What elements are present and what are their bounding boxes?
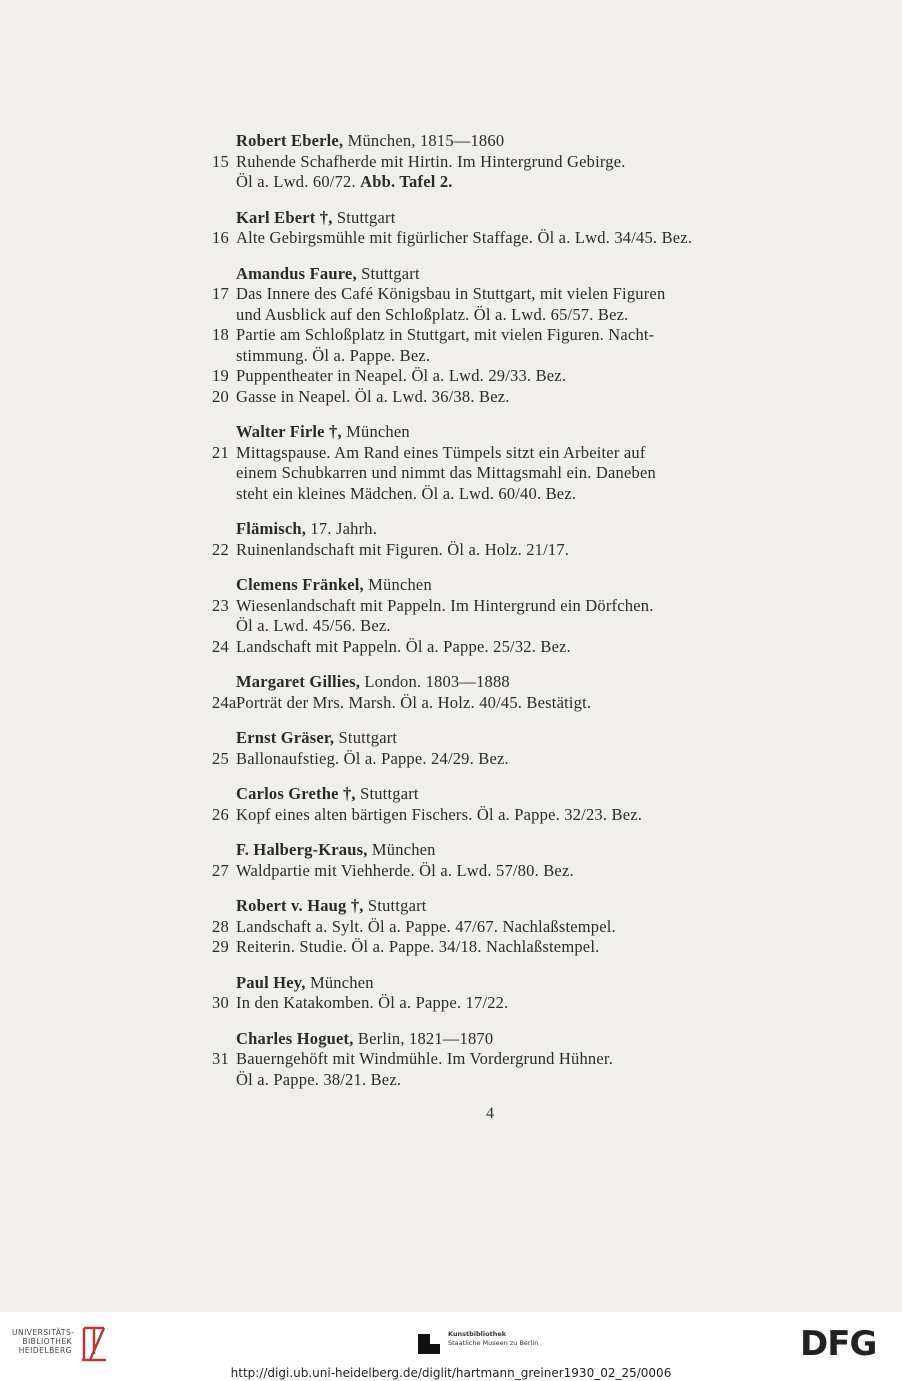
page-number: 4 <box>486 1105 494 1122</box>
catalog-entry-line <box>212 749 782 770</box>
artist-block <box>212 896 782 958</box>
artist-heading <box>212 840 782 861</box>
entry-text: Ballonaufstieg. Öl a. Pappe. 24/29. Bez. <box>236 748 509 768</box>
entry-text: stimmung. Öl a. Pappe. Bez. <box>236 345 431 365</box>
catalog-entry-line <box>212 805 782 826</box>
catalog-entry-line <box>212 387 782 408</box>
entry-number: 16 <box>212 228 229 247</box>
artist-block <box>212 264 782 408</box>
digitization-footer <box>0 1312 902 1381</box>
entry-text: steht ein kleines Mädchen. Öl a. Lwd. 60/40. Bez. <box>236 483 577 503</box>
entry-text: Mittagspause. Am Rand eines Tümpels sitzt ein Arbeiter auf <box>236 442 646 462</box>
entry-number: 26 <box>212 804 229 824</box>
artist-detail: 17. Jahrh. <box>306 519 378 538</box>
entry-number: 18 <box>212 325 229 344</box>
entry-text: Öl a. Pappe. 38/21. Bez. <box>236 1069 402 1089</box>
entry-text: Partie am Schloßplatz in Stuttgart, mit vielen Figuren. Nacht- <box>236 325 655 344</box>
artist-detail: München <box>341 422 410 441</box>
artist-name: Walter Firle †, <box>236 422 342 441</box>
entry-number: 24 <box>212 636 229 656</box>
entry-text: Wiesenlandschaft mit Pappeln. Im Hintergrund ein Dörfchen. <box>236 595 654 615</box>
artist-name: Flämisch, <box>236 519 307 538</box>
entry-text: Das Innere des Café Königsbau in Stuttgart, mit vielen Figuren <box>236 284 666 303</box>
artist-name: Carlos Grethe †, <box>236 784 356 803</box>
entry-number: 28 <box>212 916 229 936</box>
dfg-logo[interactable]: DFG <box>800 1324 877 1364</box>
catalog-entry-line <box>212 1070 782 1091</box>
artist-detail: München <box>363 575 432 594</box>
artist-name: Robert Eberle, <box>236 131 344 150</box>
artist-detail: Stuttgart <box>363 896 427 915</box>
artist-detail: München, 1815—1860 <box>343 131 505 150</box>
catalog-entry-line <box>212 443 782 464</box>
artist-name: Ernst Gräser, <box>236 728 335 747</box>
kunstbibliothek-label <box>448 1330 538 1348</box>
catalog-entry-line <box>212 637 782 658</box>
uni-logo-line: UNIVERSITÄTS- <box>12 1328 75 1337</box>
entry-number: 25 <box>212 748 229 768</box>
entry-text: Ruhende Schafherde mit Hirtin. Im Hintergrund Gebirge. <box>236 151 626 171</box>
catalog-entry-line <box>212 861 782 882</box>
catalog-entry-line <box>212 1049 782 1070</box>
catalog-entry-line <box>212 172 782 193</box>
university-library-mark-icon <box>78 1324 110 1364</box>
artist-block <box>212 1029 782 1091</box>
catalog-entry-line <box>212 228 782 249</box>
artist-heading <box>212 422 782 443</box>
catalog-entry-line <box>212 305 782 326</box>
artist-detail: Berlin, 1821—1870 <box>353 1028 494 1048</box>
entry-text: Puppentheater in Neapel. Öl a. Lwd. 29/33. Bez. <box>236 366 567 385</box>
artist-block <box>212 672 782 713</box>
artist-heading <box>212 784 782 805</box>
artist-name: F. Halberg-Kraus, <box>236 840 368 859</box>
entry-number: 31 <box>212 1049 229 1068</box>
artist-block <box>212 208 782 249</box>
catalog-list <box>212 131 782 1090</box>
catalog-entry-line <box>212 993 782 1014</box>
artist-name: Paul Hey, <box>236 972 306 992</box>
artist-name: Karl Ebert †, <box>236 207 333 227</box>
artist-block <box>212 422 782 504</box>
uni-logo-line: BIBLIOTHEK <box>22 1337 72 1346</box>
catalog-entry-line <box>212 484 782 505</box>
artist-block <box>212 728 782 769</box>
entry-text: Öl a. Lwd. 60/72. <box>236 172 361 191</box>
entry-text: Alte Gebirgsmühle mit figürlicher Staffage. Öl a. Lwd. 34/45. Bez. <box>236 228 693 247</box>
entry-text: und Ausblick auf den Schloßplatz. Öl a. Lwd. 65/57. Bez. <box>236 304 629 324</box>
entry-text: Porträt der Mrs. Marsh. Öl a. Holz. 40/45. Bestätigt. <box>236 692 592 712</box>
artist-block <box>212 973 782 1014</box>
artist-heading <box>212 672 782 693</box>
entry-number: 24a <box>212 692 237 712</box>
catalog-entry-line <box>212 917 782 938</box>
entry-text: einem Schubkarren und nimmt das Mittagsmahl ein. Daneben <box>236 463 656 482</box>
entry-text: Ruinenlandschaft mit Figuren. Öl a. Holz. 21/17. <box>236 539 570 559</box>
artist-detail: Stuttgart <box>356 263 420 283</box>
artist-block <box>212 784 782 825</box>
entry-number: 21 <box>212 442 229 462</box>
catalog-entry-line <box>212 152 782 173</box>
artist-name: Margaret Gillies, <box>236 672 361 691</box>
artist-heading <box>212 1029 782 1050</box>
entry-text: Landschaft a. Sylt. Öl a. Pappe. 47/67. Nachlaßstempel. <box>236 916 616 936</box>
artist-heading <box>212 973 782 994</box>
artist-detail: Stuttgart <box>332 207 396 227</box>
artist-name: Robert v. Haug †, <box>236 896 364 915</box>
artist-heading <box>212 519 782 540</box>
entry-text: Kopf eines alten bärtigen Fischers. Öl a. Pappe. 32/23. Bez. <box>236 804 643 824</box>
university-library-logo[interactable] <box>12 1328 75 1355</box>
kunstbibliothek-logo-icon[interactable] <box>416 1330 442 1356</box>
artist-block <box>212 519 782 560</box>
artist-detail: London. 1803—1888 <box>360 672 510 691</box>
entry-number: 17 <box>212 284 229 303</box>
artist-heading <box>212 208 782 229</box>
entry-number: 22 <box>212 539 229 559</box>
entry-text: Waldpartie mit Viehherde. Öl a. Lwd. 57/80. Bez. <box>236 860 574 880</box>
catalog-entry-line <box>212 937 782 958</box>
plate-reference: Abb. Tafel 2. <box>360 172 453 191</box>
catalog-entry-line <box>212 463 782 484</box>
entry-text: Landschaft mit Pappeln. Öl a. Pappe. 25/32. Bez. <box>236 636 571 656</box>
artist-detail: Stuttgart <box>355 784 419 803</box>
artist-detail: München <box>367 840 436 859</box>
catalog-entry-line <box>212 325 782 346</box>
catalog-entry-line <box>212 346 782 367</box>
catalog-entry-line <box>212 693 782 714</box>
entry-number: 20 <box>212 386 229 406</box>
artist-detail: Stuttgart <box>334 728 398 747</box>
kunstbibliothek-subtitle: Staatliche Museen zu Berlin <box>448 1339 539 1347</box>
artist-heading <box>212 131 782 152</box>
catalog-entry-line <box>212 284 782 305</box>
artist-heading <box>212 264 782 285</box>
artist-detail: München <box>305 972 374 992</box>
entry-number: 30 <box>212 993 229 1012</box>
entry-number: 29 <box>212 937 229 956</box>
entry-text: Bauerngehöft mit Windmühle. Im Vordergrund Hühner. <box>236 1049 614 1068</box>
catalog-entry-line <box>212 616 782 637</box>
entry-text: Gasse in Neapel. Öl a. Lwd. 36/38. Bez. <box>236 386 510 406</box>
artist-name: Amandus Faure, <box>236 263 357 283</box>
artist-heading <box>212 575 782 596</box>
entry-text: Öl a. Lwd. 45/56. Bez. <box>236 616 391 635</box>
catalog-entry-line <box>212 540 782 561</box>
artist-heading <box>212 896 782 917</box>
artist-block <box>212 840 782 881</box>
page-url[interactable]: http://digi.ub.uni-heidelberg.de/diglit/hartmann_greiner1930_02_25/0006 <box>230 1366 672 1380</box>
entry-text: Reiterin. Studie. Öl a. Pappe. 34/18. Nachlaßstempel. <box>236 937 600 956</box>
artist-name: Clemens Fränkel, <box>236 575 364 594</box>
kunstbibliothek-title: Kunstbibliothek <box>448 1330 507 1338</box>
entry-number: 15 <box>212 151 229 171</box>
entry-text: In den Katakomben. Öl a. Pappe. 17/22. <box>236 993 509 1012</box>
entry-number: 19 <box>212 366 229 385</box>
catalog-entry-line <box>212 366 782 387</box>
artist-heading <box>212 728 782 749</box>
artist-block <box>212 131 782 193</box>
artist-block <box>212 575 782 657</box>
entry-number: 27 <box>212 860 229 880</box>
catalog-entry-line <box>212 596 782 617</box>
uni-logo-line: HEIDELBERG <box>18 1346 72 1355</box>
entry-number: 23 <box>212 595 229 615</box>
artist-name: Charles Hoguet, <box>236 1028 354 1048</box>
